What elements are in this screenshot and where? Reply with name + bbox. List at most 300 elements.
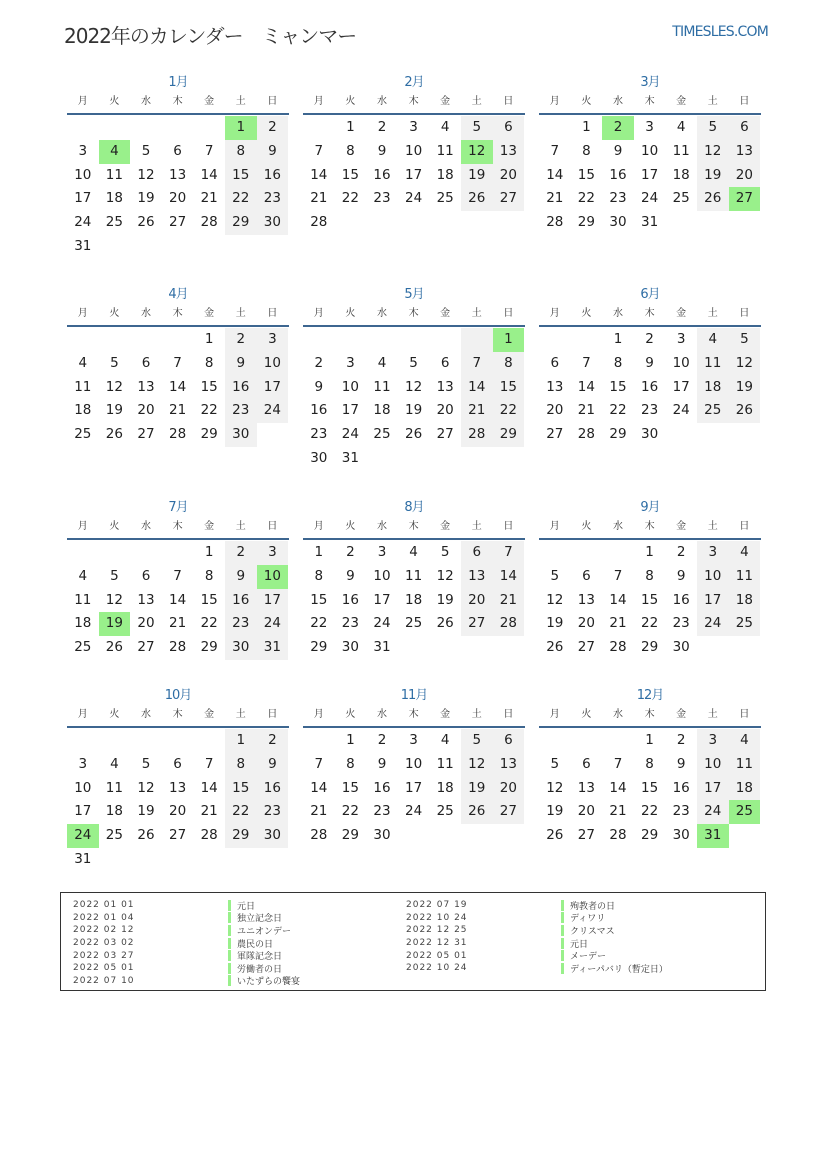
day-cell[interactable]: 30 <box>225 423 257 447</box>
day-cell[interactable]: 11 <box>729 565 761 589</box>
day-cell[interactable]: 30 <box>341 639 359 656</box>
day-cell[interactable]: 28 <box>200 214 218 231</box>
day-cell[interactable]: 24 <box>404 190 423 207</box>
day-cell[interactable]: 15 <box>200 591 218 608</box>
day-cell[interactable]: 9 <box>257 140 289 164</box>
day-cell[interactable]: 26 <box>546 639 564 656</box>
day-cell[interactable]: 21 <box>310 803 328 820</box>
day-cell[interactable]: 9 <box>676 567 686 584</box>
day-cell[interactable]: 25 <box>436 190 454 207</box>
day-cell[interactable]: 15 <box>225 777 257 801</box>
day-cell[interactable]: 8 <box>314 567 324 584</box>
day-cell[interactable]: 21 <box>493 589 525 613</box>
day-cell[interactable]: 2 <box>645 331 654 347</box>
day-cell[interactable]: 19 <box>461 164 493 188</box>
day-cell[interactable]: 23 <box>257 800 289 824</box>
day-cell[interactable]: 27 <box>546 426 564 443</box>
day-cell[interactable]: 27 <box>168 827 187 844</box>
day-cell[interactable]: 6 <box>440 354 450 371</box>
day-cell[interactable]: 13 <box>493 140 525 164</box>
day-cell[interactable]: 22 <box>225 800 257 824</box>
day-cell[interactable]: 14 <box>493 565 525 589</box>
day-cell[interactable]: 3 <box>645 119 654 135</box>
day-cell[interactable]: 12 <box>105 591 123 608</box>
day-cell[interactable]: 14 <box>200 166 218 183</box>
day-cell[interactable]: 18 <box>105 190 123 207</box>
day-cell[interactable]: 12 <box>546 779 564 796</box>
day-cell[interactable]: 25 <box>105 827 123 844</box>
day-cell[interactable]: 10 <box>404 755 423 772</box>
day-cell[interactable]: 17 <box>257 589 289 613</box>
day-cell[interactable]: 3 <box>697 541 729 565</box>
day-cell[interactable]: 19 <box>137 190 155 207</box>
day-cell[interactable]: 31 <box>640 214 659 231</box>
day-cell[interactable]: 21 <box>200 190 218 207</box>
day-cell[interactable]: 10 <box>697 565 729 589</box>
day-cell[interactable]: 20 <box>137 615 155 632</box>
day-cell[interactable]: 22 <box>341 190 359 207</box>
day-cell[interactable]: 15 <box>310 591 328 608</box>
day-cell[interactable]: 2 <box>377 732 387 748</box>
day-cell[interactable]: 25 <box>436 803 454 820</box>
day-cell[interactable]: 30 <box>310 449 328 466</box>
day-cell[interactable]: 25 <box>74 426 92 443</box>
day-cell[interactable]: 12 <box>729 352 761 376</box>
day-cell[interactable]: 29 <box>225 211 257 235</box>
day-cell[interactable]: 24 <box>67 824 99 848</box>
day-cell[interactable]: 15 <box>341 166 359 183</box>
day-cell[interactable]: 28 <box>461 423 493 447</box>
day-cell[interactable]: 8 <box>346 142 355 159</box>
day-cell[interactable]: 5 <box>440 544 450 560</box>
day-cell[interactable]: 2 <box>225 328 257 352</box>
day-cell[interactable]: 3 <box>257 328 289 352</box>
day-cell[interactable]: 5 <box>729 328 761 352</box>
day-cell[interactable]: 18 <box>436 779 454 796</box>
day-cell[interactable]: 15 <box>640 591 659 608</box>
day-cell[interactable]: 21 <box>609 615 627 632</box>
site-name[interactable]: TIMESLES.COM <box>672 24 768 40</box>
day-cell[interactable]: 29 <box>200 426 218 443</box>
day-cell[interactable]: 16 <box>225 376 257 400</box>
day-cell[interactable]: 31 <box>74 850 92 867</box>
day-cell[interactable]: 19 <box>137 803 155 820</box>
day-cell[interactable]: 31 <box>74 237 92 254</box>
day-cell[interactable]: 14 <box>609 591 627 608</box>
day-cell[interactable]: 17 <box>257 376 289 400</box>
day-cell[interactable]: 22 <box>609 402 627 419</box>
day-cell[interactable]: 8 <box>346 755 355 772</box>
day-cell[interactable]: 12 <box>105 378 123 395</box>
day-cell[interactable]: 18 <box>436 166 454 183</box>
day-cell[interactable]: 24 <box>672 402 690 419</box>
day-cell[interactable]: 24 <box>697 612 729 636</box>
day-cell[interactable]: 28 <box>493 612 525 636</box>
day-cell[interactable]: 12 <box>461 140 493 164</box>
day-cell[interactable]: 3 <box>78 755 88 772</box>
day-cell[interactable]: 14 <box>546 166 564 183</box>
day-cell[interactable]: 30 <box>672 639 690 656</box>
day-cell[interactable]: 10 <box>74 779 92 796</box>
day-cell[interactable]: 26 <box>105 639 123 656</box>
day-cell[interactable]: 31 <box>373 639 391 656</box>
day-cell[interactable]: 15 <box>225 164 257 188</box>
day-cell[interactable]: 26 <box>137 827 155 844</box>
day-cell[interactable]: 11 <box>729 753 761 777</box>
day-cell[interactable]: 25 <box>697 399 729 423</box>
day-cell[interactable]: 21 <box>310 190 328 207</box>
day-cell[interactable]: 30 <box>257 211 289 235</box>
day-cell[interactable]: 5 <box>141 142 151 159</box>
day-cell[interactable]: 7 <box>613 755 623 772</box>
day-cell[interactable]: 20 <box>137 402 155 419</box>
day-cell[interactable]: 28 <box>609 827 627 844</box>
day-cell[interactable]: 17 <box>672 378 690 395</box>
day-cell[interactable]: 26 <box>105 426 123 443</box>
day-cell[interactable]: 29 <box>609 426 627 443</box>
day-cell[interactable]: 9 <box>257 753 289 777</box>
day-cell[interactable]: 21 <box>200 803 218 820</box>
day-cell[interactable]: 29 <box>225 824 257 848</box>
day-cell[interactable]: 7 <box>461 352 493 376</box>
day-cell[interactable]: 29 <box>493 423 525 447</box>
day-cell[interactable]: 18 <box>74 402 92 419</box>
day-cell[interactable]: 1 <box>225 116 257 140</box>
day-cell[interactable]: 8 <box>613 354 623 371</box>
day-cell[interactable]: 27 <box>577 827 595 844</box>
day-cell[interactable]: 23 <box>373 190 391 207</box>
day-cell[interactable]: 5 <box>461 729 493 753</box>
day-cell[interactable]: 27 <box>461 612 493 636</box>
day-cell[interactable]: 17 <box>404 166 423 183</box>
day-cell[interactable]: 14 <box>168 591 187 608</box>
day-cell[interactable]: 7 <box>173 567 182 584</box>
day-cell[interactable]: 5 <box>110 567 119 584</box>
day-cell[interactable]: 9 <box>377 142 387 159</box>
day-cell[interactable]: 15 <box>609 378 627 395</box>
day-cell[interactable]: 1 <box>493 328 525 352</box>
day-cell[interactable]: 4 <box>697 328 729 352</box>
day-cell[interactable]: 23 <box>257 187 289 211</box>
day-cell[interactable]: 20 <box>168 803 187 820</box>
day-cell[interactable]: 6 <box>173 142 182 159</box>
day-cell[interactable]: 31 <box>341 449 359 466</box>
day-cell[interactable]: 27 <box>493 187 525 211</box>
day-cell[interactable]: 20 <box>168 190 187 207</box>
day-cell[interactable]: 18 <box>697 376 729 400</box>
day-cell[interactable]: 13 <box>137 591 155 608</box>
day-cell[interactable]: 25 <box>729 612 761 636</box>
day-cell[interactable]: 13 <box>493 753 525 777</box>
day-cell[interactable]: 15 <box>341 779 359 796</box>
day-cell[interactable]: 1 <box>225 729 257 753</box>
day-cell[interactable]: 26 <box>436 615 454 632</box>
day-cell[interactable]: 24 <box>341 426 359 443</box>
day-cell[interactable]: 8 <box>204 354 214 371</box>
day-cell[interactable]: 27 <box>577 639 595 656</box>
day-cell[interactable]: 8 <box>493 352 525 376</box>
day-cell[interactable]: 28 <box>168 639 187 656</box>
day-cell[interactable]: 22 <box>640 803 659 820</box>
day-cell[interactable]: 29 <box>640 827 659 844</box>
day-cell[interactable]: 28 <box>609 639 627 656</box>
day-cell[interactable]: 27 <box>729 187 761 211</box>
day-cell[interactable]: 11 <box>436 755 454 772</box>
day-cell[interactable]: 19 <box>105 402 123 419</box>
day-cell[interactable]: 5 <box>550 567 560 584</box>
day-cell[interactable]: 25 <box>74 639 92 656</box>
day-cell[interactable]: 9 <box>225 352 257 376</box>
day-cell[interactable]: 15 <box>577 166 595 183</box>
day-cell[interactable]: 13 <box>729 140 761 164</box>
day-cell[interactable]: 16 <box>672 779 690 796</box>
day-cell[interactable]: 31 <box>257 636 289 660</box>
day-cell[interactable]: 5 <box>461 116 493 140</box>
day-cell[interactable]: 20 <box>461 589 493 613</box>
day-cell[interactable]: 13 <box>577 779 595 796</box>
day-cell[interactable]: 12 <box>461 753 493 777</box>
day-cell[interactable]: 6 <box>461 541 493 565</box>
day-cell[interactable]: 8 <box>225 140 257 164</box>
day-cell[interactable]: 20 <box>546 402 564 419</box>
day-cell[interactable]: 25 <box>404 615 423 632</box>
day-cell[interactable]: 10 <box>74 166 92 183</box>
day-cell[interactable]: 5 <box>550 755 560 772</box>
day-cell[interactable]: 26 <box>404 426 423 443</box>
day-cell[interactable]: 25 <box>105 214 123 231</box>
day-cell[interactable]: 16 <box>257 164 289 188</box>
day-cell[interactable]: 5 <box>110 354 119 371</box>
day-cell[interactable]: 10 <box>373 567 391 584</box>
day-cell[interactable]: 4 <box>78 567 88 584</box>
day-cell[interactable]: 26 <box>729 399 761 423</box>
day-cell[interactable]: 22 <box>310 615 328 632</box>
day-cell[interactable]: 11 <box>105 166 123 183</box>
day-cell[interactable]: 23 <box>640 402 659 419</box>
day-cell[interactable]: 17 <box>697 589 729 613</box>
day-cell[interactable]: 8 <box>225 753 257 777</box>
day-cell[interactable]: 11 <box>74 591 92 608</box>
day-cell[interactable]: 24 <box>640 190 659 207</box>
day-cell[interactable]: 30 <box>257 824 289 848</box>
day-cell[interactable]: 27 <box>168 214 187 231</box>
day-cell[interactable]: 16 <box>640 378 659 395</box>
day-cell[interactable]: 2 <box>225 541 257 565</box>
day-cell[interactable]: 2 <box>346 544 355 560</box>
day-cell[interactable]: 23 <box>373 803 391 820</box>
day-cell[interactable]: 15 <box>640 779 659 796</box>
day-cell[interactable]: 30 <box>672 827 690 844</box>
day-cell[interactable]: 4 <box>440 732 450 748</box>
day-cell[interactable]: 6 <box>582 755 591 772</box>
day-cell[interactable]: 23 <box>225 612 257 636</box>
day-cell[interactable]: 11 <box>672 142 690 159</box>
day-cell[interactable]: 18 <box>74 615 92 632</box>
day-cell[interactable]: 2 <box>676 732 686 748</box>
day-cell[interactable]: 21 <box>609 803 627 820</box>
day-cell[interactable]: 27 <box>493 800 525 824</box>
day-cell[interactable]: 27 <box>137 426 155 443</box>
day-cell[interactable]: 14 <box>310 779 328 796</box>
day-cell[interactable]: 11 <box>404 567 423 584</box>
day-cell[interactable]: 23 <box>310 426 328 443</box>
day-cell[interactable]: 14 <box>168 378 187 395</box>
day-cell[interactable]: 26 <box>697 187 729 211</box>
day-cell[interactable]: 20 <box>436 402 454 419</box>
day-cell[interactable]: 5 <box>697 116 729 140</box>
day-cell[interactable]: 5 <box>409 354 418 371</box>
day-cell[interactable]: 25 <box>729 800 761 824</box>
day-cell[interactable]: 21 <box>546 190 564 207</box>
day-cell[interactable]: 8 <box>582 142 591 159</box>
day-cell[interactable]: 14 <box>200 779 218 796</box>
day-cell[interactable]: 10 <box>257 565 289 589</box>
day-cell[interactable]: 4 <box>676 119 686 135</box>
day-cell[interactable]: 3 <box>409 732 418 748</box>
day-cell[interactable]: 2 <box>602 116 634 140</box>
day-cell[interactable]: 6 <box>729 116 761 140</box>
day-cell[interactable]: 7 <box>314 755 324 772</box>
day-cell[interactable]: 17 <box>74 190 92 207</box>
day-cell[interactable]: 22 <box>225 187 257 211</box>
day-cell[interactable]: 23 <box>225 399 257 423</box>
day-cell[interactable]: 18 <box>373 402 391 419</box>
day-cell[interactable]: 11 <box>74 378 92 395</box>
day-cell[interactable]: 6 <box>582 567 591 584</box>
day-cell[interactable]: 24 <box>404 803 423 820</box>
day-cell[interactable]: 3 <box>676 331 686 347</box>
day-cell[interactable]: 21 <box>168 402 187 419</box>
day-cell[interactable]: 9 <box>225 565 257 589</box>
day-cell[interactable]: 4 <box>110 755 119 772</box>
day-cell[interactable]: 16 <box>672 591 690 608</box>
day-cell[interactable]: 7 <box>204 755 214 772</box>
day-cell[interactable]: 15 <box>200 378 218 395</box>
day-cell[interactable]: 20 <box>577 615 595 632</box>
day-cell[interactable]: 17 <box>697 777 729 801</box>
day-cell[interactable]: 26 <box>461 800 493 824</box>
day-cell[interactable]: 29 <box>640 639 659 656</box>
day-cell[interactable]: 15 <box>493 376 525 400</box>
day-cell[interactable]: 27 <box>436 426 454 443</box>
day-cell[interactable]: 10 <box>697 753 729 777</box>
day-cell[interactable]: 6 <box>493 116 525 140</box>
day-cell[interactable]: 8 <box>645 567 654 584</box>
day-cell[interactable]: 19 <box>546 803 564 820</box>
day-cell[interactable]: 6 <box>141 354 151 371</box>
day-cell[interactable]: 1 <box>204 331 214 347</box>
day-cell[interactable]: 22 <box>200 402 218 419</box>
day-cell[interactable]: 16 <box>609 166 627 183</box>
day-cell[interactable]: 12 <box>697 140 729 164</box>
day-cell[interactable]: 13 <box>168 779 187 796</box>
day-cell[interactable]: 12 <box>137 779 155 796</box>
day-cell[interactable]: 1 <box>613 331 623 347</box>
day-cell[interactable]: 10 <box>257 352 289 376</box>
day-cell[interactable]: 13 <box>546 378 564 395</box>
day-cell[interactable]: 24 <box>697 800 729 824</box>
day-cell[interactable]: 2 <box>257 116 289 140</box>
day-cell[interactable]: 29 <box>200 639 218 656</box>
day-cell[interactable]: 10 <box>672 354 690 371</box>
day-cell[interactable]: 2 <box>257 729 289 753</box>
day-cell[interactable]: 26 <box>546 827 564 844</box>
day-cell[interactable]: 7 <box>173 354 182 371</box>
day-cell[interactable]: 18 <box>105 803 123 820</box>
day-cell[interactable]: 17 <box>404 779 423 796</box>
day-cell[interactable]: 19 <box>729 376 761 400</box>
day-cell[interactable]: 1 <box>346 732 355 748</box>
day-cell[interactable]: 18 <box>672 166 690 183</box>
day-cell[interactable]: 7 <box>493 541 525 565</box>
day-cell[interactable]: 14 <box>577 378 595 395</box>
day-cell[interactable]: 24 <box>373 615 391 632</box>
day-cell[interactable]: 30 <box>609 214 627 231</box>
day-cell[interactable]: 10 <box>341 378 359 395</box>
day-cell[interactable]: 21 <box>461 399 493 423</box>
day-cell[interactable]: 24 <box>257 399 289 423</box>
day-cell[interactable]: 5 <box>141 755 151 772</box>
day-cell[interactable]: 29 <box>341 827 359 844</box>
day-cell[interactable]: 10 <box>640 142 659 159</box>
day-cell[interactable]: 17 <box>74 803 92 820</box>
day-cell[interactable]: 1 <box>645 544 654 560</box>
day-cell[interactable]: 12 <box>137 166 155 183</box>
day-cell[interactable]: 2 <box>314 354 324 371</box>
day-cell[interactable]: 13 <box>577 591 595 608</box>
day-cell[interactable]: 10 <box>404 142 423 159</box>
day-cell[interactable]: 17 <box>341 402 359 419</box>
day-cell[interactable]: 28 <box>577 426 595 443</box>
day-cell[interactable]: 28 <box>546 214 564 231</box>
day-cell[interactable]: 22 <box>341 803 359 820</box>
day-cell[interactable]: 20 <box>577 803 595 820</box>
day-cell[interactable]: 16 <box>225 589 257 613</box>
day-cell[interactable]: 13 <box>168 166 187 183</box>
day-cell[interactable]: 26 <box>137 214 155 231</box>
day-cell[interactable]: 16 <box>373 166 391 183</box>
day-cell[interactable]: 19 <box>461 777 493 801</box>
day-cell[interactable]: 28 <box>310 214 328 231</box>
day-cell[interactable]: 4 <box>78 354 88 371</box>
day-cell[interactable]: 18 <box>729 777 761 801</box>
day-cell[interactable]: 19 <box>546 615 564 632</box>
day-cell[interactable]: 22 <box>640 615 659 632</box>
day-cell[interactable]: 11 <box>105 779 123 796</box>
day-cell[interactable]: 3 <box>257 541 289 565</box>
day-cell[interactable]: 17 <box>373 591 391 608</box>
day-cell[interactable]: 16 <box>341 591 359 608</box>
day-cell[interactable]: 16 <box>373 779 391 796</box>
day-cell[interactable]: 29 <box>577 214 595 231</box>
day-cell[interactable]: 7 <box>613 567 623 584</box>
day-cell[interactable]: 1 <box>314 544 324 560</box>
day-cell[interactable]: 11 <box>373 378 391 395</box>
day-cell[interactable]: 9 <box>314 378 324 395</box>
day-cell[interactable]: 9 <box>346 567 355 584</box>
day-cell[interactable]: 8 <box>645 755 654 772</box>
day-cell[interactable]: 16 <box>257 777 289 801</box>
day-cell[interactable]: 20 <box>493 164 525 188</box>
day-cell[interactable]: 4 <box>409 544 418 560</box>
day-cell[interactable]: 3 <box>346 354 355 371</box>
day-cell[interactable]: 25 <box>373 426 391 443</box>
day-cell[interactable]: 11 <box>436 142 454 159</box>
day-cell[interactable]: 14 <box>461 376 493 400</box>
day-cell[interactable]: 4 <box>729 729 761 753</box>
day-cell[interactable]: 20 <box>493 777 525 801</box>
day-cell[interactable]: 12 <box>404 378 423 395</box>
